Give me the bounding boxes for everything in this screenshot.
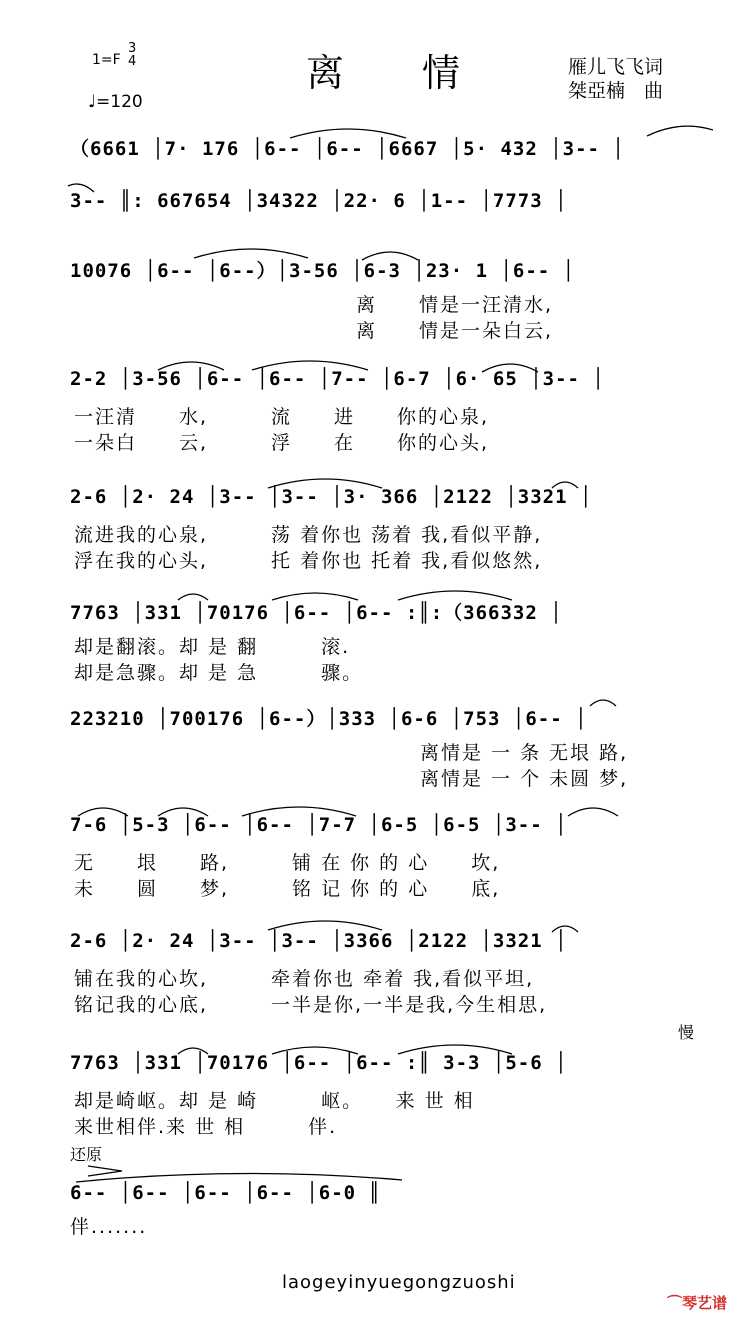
- lyric-verse-2: 铭记我的心底, 一半是你,一半是我,今生相思,: [74, 994, 548, 1016]
- lyric-verse-1: 流进我的心泉, 荡 着你也 荡着 我,看似平静,: [74, 524, 543, 546]
- notes-line: 223210 │700176 │6--）│333 │6-6 │753 │6-- │: [70, 708, 588, 730]
- restore-marking: 还原: [70, 1145, 103, 1164]
- key-signature: 1=F: [92, 52, 121, 68]
- lyric-verse-2: 离 情是一朵白云,: [356, 320, 554, 342]
- lyric-verse-2: 离情是 一 个 未圆 梦,: [420, 768, 629, 790]
- slur-mark: [566, 804, 620, 818]
- slur-mark: [66, 182, 96, 196]
- tie-mark: [250, 358, 370, 372]
- logo-icon: ⌒: [667, 1294, 683, 1312]
- lyric-verse-1: 伴.......: [70, 1216, 148, 1238]
- slur-mark: [76, 804, 130, 818]
- lyric-verse-1: 铺在我的心坎, 牵着你也 牵着 我,看似平坦,: [74, 968, 535, 990]
- score-system-5: [70, 486, 720, 572]
- slur-mark: [550, 478, 580, 490]
- tie-mark: [192, 246, 310, 260]
- lyric-verse-2: 却是急骤。却 是 急 骤。: [74, 662, 364, 684]
- lyric-verse-1: 一汪清 水, 流 进 你的心泉,: [74, 406, 490, 428]
- lyricist-credit: 雁儿飞飞词: [568, 56, 664, 78]
- score-system-11: [70, 1182, 720, 1238]
- slur-mark: [156, 358, 226, 372]
- score-system-6: [70, 598, 720, 684]
- tie-mark: [396, 588, 514, 602]
- tempo-slow-marking: 慢: [678, 1023, 695, 1042]
- lyric-verse-1: 却是崎岖。却 是 崎 岖。 来 世 相: [74, 1090, 475, 1112]
- site-logo: [667, 1292, 727, 1313]
- lyric-verse-1: 无 垠 路, 铺 在 你 的 心 坎,: [74, 852, 501, 874]
- logo-text: 琴艺谱: [682, 1294, 728, 1312]
- watermark-text: laogeyinyuegongzuoshi: [282, 1272, 516, 1293]
- song-title: 离情: [306, 51, 539, 95]
- score-system-4: [70, 368, 720, 454]
- slur-mark: [360, 248, 420, 262]
- lyric-verse-2: 未 圆 梦, 铭 记 你 的 心 底,: [74, 878, 501, 900]
- tie-mark: [266, 476, 384, 490]
- lyric-verse-2: 浮在我的心头, 托 着你也 托着 我,看似悠然,: [74, 550, 543, 572]
- tie-mark: [266, 918, 384, 932]
- slur-mark: [176, 1044, 210, 1056]
- lyric-verse-2: 来世相伴.来 世 相 伴.: [74, 1116, 338, 1138]
- notes-line: 7763 │331 │70176 │6-- │6-- :║:（366332 │: [70, 602, 563, 624]
- slur-mark: [588, 696, 618, 708]
- lyric-verse-1: 离情是 一 条 无垠 路,: [420, 742, 629, 764]
- slur-mark: [480, 360, 540, 374]
- notes-line: （6661 │7· 176 │6-- │6-- │6667 │5· 432 │3-- │: [70, 138, 625, 160]
- score-system-9: [70, 930, 720, 1016]
- score-system-3: [70, 256, 720, 342]
- tempo-marking: ♩=120: [88, 92, 143, 112]
- notes-line: 2-2 │3-56 │6-- │6-- │7-- │6-7 │6· 65 │3-- │: [70, 368, 605, 390]
- score-system-1: [70, 134, 720, 174]
- notes-line: 6-- │6-- │6-- │6-- │6-0 ║: [70, 1182, 381, 1204]
- tie-mark: [74, 1170, 404, 1184]
- score-system-10: [70, 1052, 720, 1138]
- lyric-verse-2: 一朵白 云, 浮 在 你的心头,: [74, 432, 490, 454]
- tie-mark: [240, 804, 358, 818]
- slur-mark: [270, 1044, 360, 1056]
- meter-top: 3: [128, 41, 137, 56]
- notes-line: 2-6 │2· 24 │3-- │3-- │3· 366 │2122 │3321 │: [70, 486, 593, 508]
- time-signature: [128, 42, 136, 68]
- score-system-7: [70, 704, 720, 790]
- slur-mark: [645, 124, 715, 138]
- notes-line: 2-6 │2· 24 │3-- │3-- │3366 │2122 │3321 │: [70, 930, 568, 952]
- meter-bottom: 4: [128, 54, 137, 69]
- notes-line: 3-- ║: 667654 │34322 │22· 6 │1-- │7773 │: [70, 190, 568, 212]
- slur-mark: [156, 804, 210, 818]
- notes-line: 10076 │6-- │6--）│3-56 │6-3 │23· 1 │6-- │: [70, 260, 576, 282]
- slur-mark: [270, 590, 360, 602]
- score-system-2: [70, 190, 720, 230]
- slur-mark: [176, 590, 210, 602]
- lyric-verse-1: 却是翻滚。却 是 翻 滚.: [74, 636, 351, 658]
- lyric-verse-1: 离 情是一汪清水,: [356, 294, 554, 316]
- notes-line: 7-6 │5-3 │6-- │6-- │7-7 │6-5 │6-5 │3-- │: [70, 814, 568, 836]
- tie-mark: [288, 126, 408, 140]
- score-system-8: [70, 814, 720, 900]
- slur-mark: [550, 922, 580, 934]
- tie-mark: [396, 1042, 514, 1056]
- composer-credit: 桀亞楠 曲: [568, 80, 664, 102]
- notes-line: 7763 │331 │70176 │6-- │6-- :║ 3-3 │5-6 │: [70, 1052, 568, 1074]
